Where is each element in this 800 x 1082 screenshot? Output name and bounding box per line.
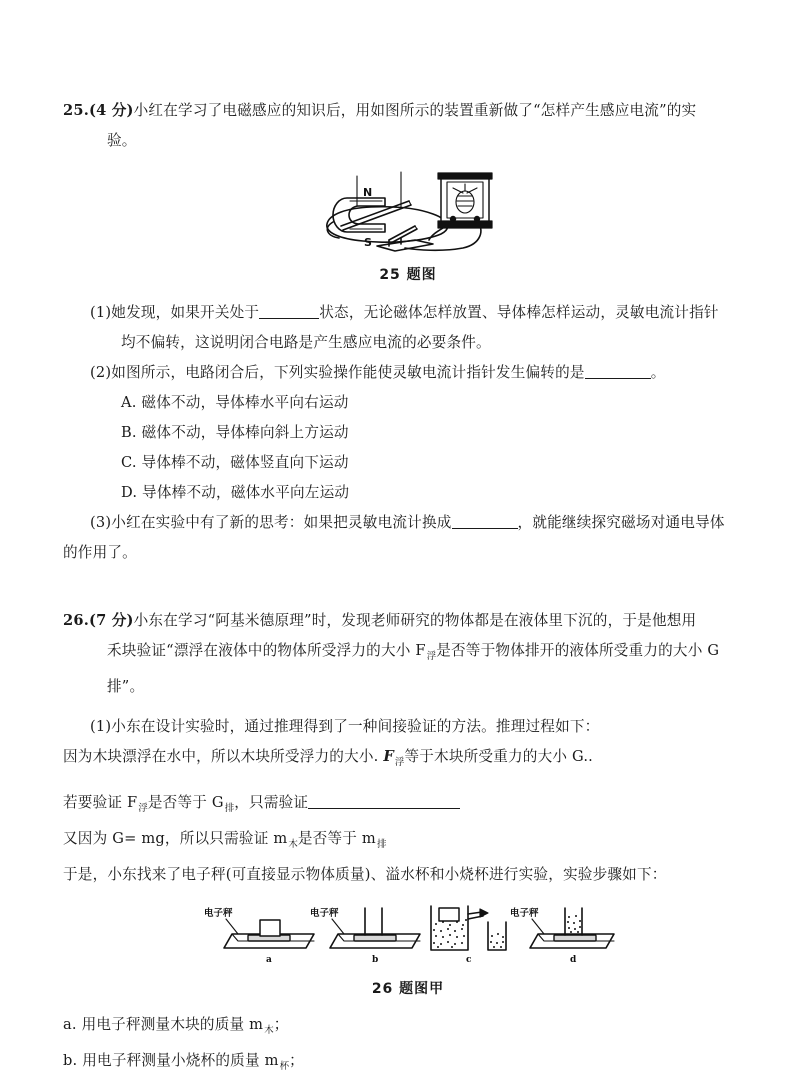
q25-number: 25. (63, 102, 89, 119)
q25-sub2-text-b: 。 (650, 364, 666, 381)
q25-sub1-text-2: 均不偏转，这说明闭合电路是产生感应电流的必要条件。 (121, 334, 491, 351)
scale-label-b: 电子秤 (310, 908, 339, 919)
q25-sub2-marker: (2) (90, 364, 112, 381)
q26-sub-fu-1: 浮 (394, 757, 405, 768)
q26-sub-mu-1: 木 (288, 839, 298, 850)
q26-sub-pai-1: 排 (224, 803, 235, 814)
figure-26-panel-b (310, 907, 420, 948)
q26-symbol-F: F (383, 748, 394, 765)
figure-25-drawing (313, 170, 503, 258)
water-stipple-beaker-d (567, 915, 581, 933)
q25-stem-line-1 (63, 96, 753, 126)
q25-sub1-line-2 (63, 328, 753, 358)
q25-sub3-marker: (3) (90, 514, 112, 531)
q25-option-b-text: B. 磁体不动，导体棒向斜上方运动 (121, 424, 349, 441)
q25-stem-text-1: 小红在学习了电磁感应的知识后，用如图所示的装置重新做了“怎样产生感应电流”的实 (133, 102, 697, 119)
q26-sub1-marker: (1) (90, 718, 112, 735)
q25-sub1-marker: (1) (90, 304, 112, 321)
q26-step-b-text: b. 用电子秤测量小烧杯的质量 m (63, 1052, 279, 1069)
q26-number: 26. (63, 612, 89, 629)
figure-26-label-c: c (466, 955, 472, 965)
q26-sub1-line-5 (63, 860, 753, 890)
q26-sub1-text-2b: 等于木块所受重力的大小 G.. (404, 748, 594, 765)
q25-option-c[interactable] (63, 448, 753, 478)
q25-stem-text-2: 验。 (107, 132, 137, 149)
q26-step-a-text: a. 用电子秤测量木块的质量 m (63, 1016, 264, 1033)
q25-option-d-text: D. 导体棒不动，磁体水平向左运动 (121, 484, 350, 501)
q25-option-a-text: A. 磁体不动，导体棒水平向右运动 (121, 394, 349, 411)
q25-sub3-text-2: 的作用了。 (63, 544, 137, 561)
figure-26-label-b: b (372, 955, 379, 965)
q25-option-c-text: C. 导体棒不动，磁体竖直向下运动 (121, 454, 349, 471)
q26-sub1-line-2 (63, 742, 753, 778)
q25-option-d[interactable] (63, 478, 753, 508)
figure-26-panel-c (431, 906, 506, 950)
q26-sub1-line-4 (63, 824, 753, 860)
q25-sub3-text-b: ，就能继续探究磁场对通电导体 (517, 514, 725, 531)
q26-stem-sub-fu: 浮 (426, 651, 437, 662)
q25-sub1-text-a: 她发现，如果开关处于 (111, 304, 260, 321)
figure-26-panel-d (510, 907, 614, 948)
page-content (63, 96, 753, 1082)
q26-step-b (63, 1046, 753, 1082)
q26-step-a-tail: ； (273, 1016, 289, 1033)
q26-stem-text-1: 小东在学习“阿基米德原理”时，发现老师研究的物体都是在液体里下沉的，于是他想用 (133, 612, 697, 629)
q26-sub1-text-2a: 因为木块漂浮在水中，所以木块所受浮力的大小. (63, 748, 379, 765)
q26-points: (7 分) (89, 612, 134, 629)
q26-sub1-line-3 (63, 788, 753, 824)
q26-step-b-sub: 杯 (279, 1061, 290, 1072)
scale-label-a: 电子秤 (204, 908, 233, 919)
q26-sub1-line-1 (63, 712, 753, 742)
q25-option-a[interactable] (63, 388, 753, 418)
q25-sub1-line-1 (63, 298, 753, 328)
question-25 (63, 96, 753, 568)
q25-sub2-line-1 (63, 358, 753, 388)
q25-sub3-text-a: 小红在实验中有了新的思考：如果把灵敏电流计换成 (111, 514, 452, 531)
water-stipple-overflow-cup (433, 919, 467, 948)
q26-sub-pai-2: 排 (376, 839, 387, 850)
magnet-north-label: N (363, 186, 373, 199)
q25-option-b[interactable] (63, 418, 753, 448)
q26-sub1-text-3a: 若要验证 F (63, 794, 138, 811)
q25-stem-line-2 (63, 126, 753, 156)
q25-sub2-text-a: 如图所示，电路闭合后，下列实验操作能使灵敏电流计指针发生偏转的是 (111, 364, 585, 381)
figure-26-panel-a (204, 907, 314, 948)
q25-sub1-blank[interactable] (259, 318, 319, 319)
q26-stem-text-2a: 禾块验证“漂浮在液体中的物体所受浮力的大小 F (107, 642, 426, 659)
figure-26 (63, 900, 753, 998)
scale-label-d: 电子秤 (510, 908, 539, 919)
q26-step-a (63, 1010, 753, 1046)
figure-26-label-d: d (570, 955, 577, 965)
q25-sub1-text-b: 状态，无论磁体怎样放置、导体棒怎样运动，灵敏电流计指针 (319, 304, 719, 321)
q25-points: (4 分) (89, 102, 134, 119)
figure-25 (63, 170, 753, 284)
q26-step-b-tail: ； (289, 1052, 304, 1069)
figure-26-label-a: a (266, 955, 272, 965)
q25-sub3-blank[interactable] (452, 528, 518, 529)
q26-step-a-sub: 木 (264, 1025, 274, 1036)
q26-stem-text-2b: 是否等于物体排开的液体所受重力的大小 G (436, 642, 720, 659)
figure-26-drawing (198, 900, 618, 972)
q26-sub-fu-2: 浮 (138, 803, 148, 814)
q26-sub1-text-4b: 是否等于 m (297, 830, 376, 847)
q26-stem-line-2 (63, 636, 753, 672)
q25-sub3-line-2 (63, 538, 753, 568)
figure-26-caption: 26 题图甲 (371, 981, 445, 997)
q26-stem-line-3 (63, 672, 753, 702)
magnet-south-label: S (364, 236, 372, 249)
q26-stem-sub-pai: 排 (107, 678, 122, 695)
water-stipple-small-beaker (490, 933, 504, 948)
figure-25-caption: 25 题图 (379, 267, 437, 283)
q26-sub1-text-1: 小东在设计实验时，通过推理得到了一种间接验证的方法。推理过程如下： (111, 718, 600, 735)
q25-sub3-line-1 (63, 508, 753, 538)
q26-stem-line-1 (63, 606, 753, 636)
q26-sub1-text-4a: 又因为 G= mg，所以只需验证 m (63, 830, 288, 847)
q26-stem-text-3: ”。 (121, 678, 145, 695)
q26-sub1-text-3b: 是否等于 G (147, 794, 224, 811)
q26-sub1-text-5: 于是，小东找来了电子秤(可直接显示物体质量)、溢水杯和小烧杯进行实验，实验步骤如下： (63, 866, 667, 883)
q25-sub2-blank[interactable] (585, 378, 651, 379)
question-26 (63, 606, 753, 1082)
q26-sub1-text-3c: ，只需验证 (234, 794, 309, 811)
q26-sub1-blank[interactable] (308, 808, 460, 809)
